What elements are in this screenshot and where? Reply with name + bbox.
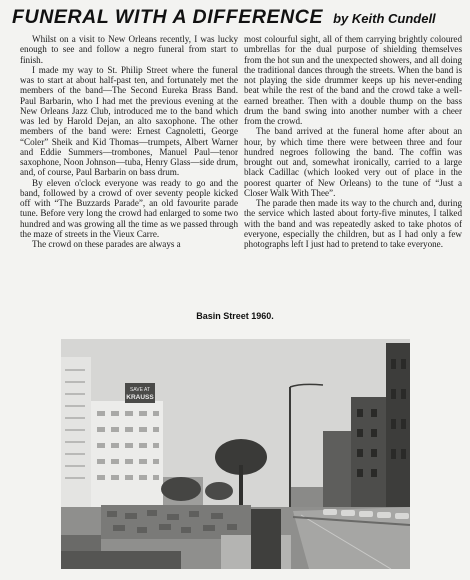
paragraph: The crowd on these parades are always a	[32, 239, 181, 249]
paragraph: I made my way to St. Philip Street where the funeral was to start at about half-past ten, and fortunately met the members of the band—The Second Eureka Brass Band. Paul Barbarin, who I had met the previous evening at the New Orleans Jazz Club, introduced me to the band which was led by Harold Dejan, an alto saxophone. The other members of the band were: Ernest Cagnoletti, George “Coler” Sheik and Kid Thomas—trumpets, Albert Warner and Eddie Summers—trombones, Manuel Paul—tenor saxophone, Noon Johnson—tuba, Henry Glass—side drum, and, of course, Paul Barbarin on bass drum.	[20, 64, 238, 178]
sign-text-top: SAVE AT	[129, 387, 151, 393]
right-column	[244, 34, 462, 249]
street-photograph	[61, 339, 410, 569]
paragraph: most colourful sight, all of them carrying brightly coloured umbrellas for the dual purpose of shielding themselves from the hot sun and the unexpected showers, and all doing the traditional dances through the streets. When the band is not playing the side drummer keeps up his never-ending beat while the rest of the band and the crowd take a well-earned breather. Then with a double thump on the bass drum the band swing into another number with a cheer from the crowd.	[244, 34, 462, 126]
sign-text-main: KRAUSS	[126, 394, 154, 401]
paragraph: Whilst on a visit to New Orleans recently, I was lucky enough to see and follow a negro funeral from start to finish.	[20, 34, 238, 65]
photo-caption: Basin Street 1960.	[196, 311, 274, 321]
article-byline: by Keith Cundell	[333, 11, 436, 26]
article-title: FUNERAL WITH A DIFFERENCE	[12, 6, 324, 28]
paragraph: The band arrived at the funeral home after about an hour, by which time there were between three and four hundred negroes following the band. The coffin was brought out and, somewhat ironically, carried to a large black Cadillac (which looked very out of place in the poorest quarter of New Orleans) to the tune of “Just a Closer Walk With Thee”.	[244, 126, 462, 198]
photo-illustration	[61, 339, 410, 569]
left-column	[20, 34, 238, 249]
article-headline	[12, 6, 462, 32]
paragraph: By eleven o'clock everyone was ready to go and the band, followed by a crowd of over seventy people kicked off with “The Buzzards Parade”, an old favourite parade tune. Before very long the crowd had enlarged to some two hundred and was growing all the time as we passed through the maze of streets in the Vieux Carre.	[20, 177, 238, 239]
paragraph: The parade then made its way to the church and, during the service which lasted about forty-five minutes, I talked with the band and was repeatedly asked to take photos of everyone, especially the children, but as I had only a few photographs left I just had to pretend to take everyone.	[244, 198, 462, 249]
